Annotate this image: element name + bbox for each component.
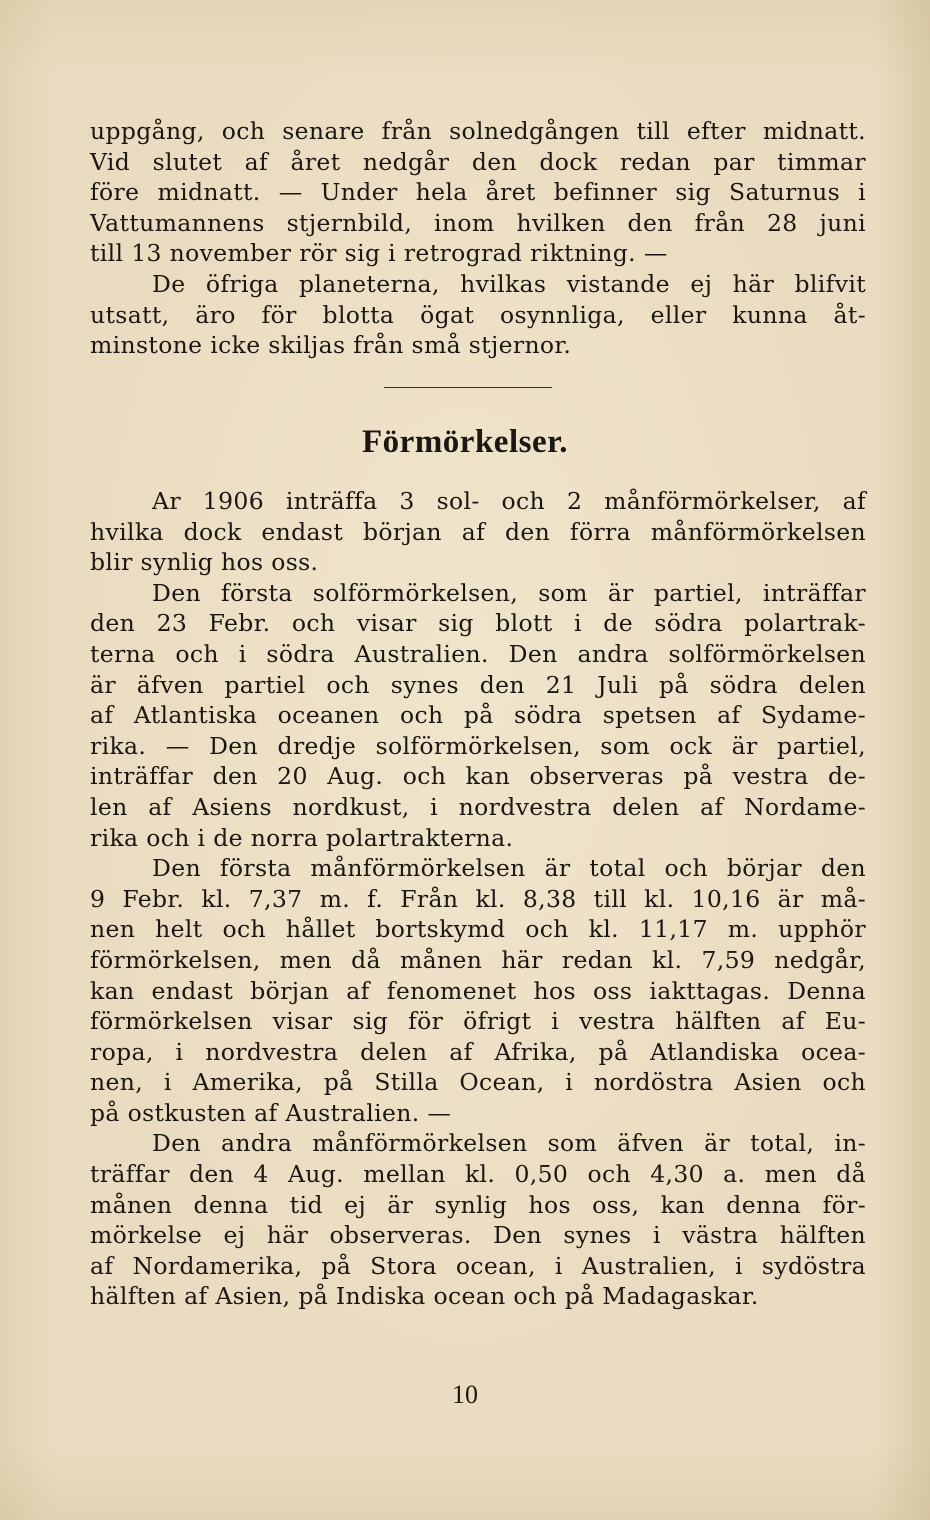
- text-line: träffar den 4 Aug. mellan kl. 0,50 och 4,30 a. men då: [90, 1160, 866, 1189]
- text-line: nen, i Amerika, på Stilla Ocean, i nordöstra Asien och: [90, 1068, 866, 1097]
- text-line: Vattumannens stjernbild, inom hvilken den från 28 juni: [90, 208, 866, 237]
- text-line: den 23 Febr. och visar sig blott i de södra polartrak-: [90, 609, 866, 638]
- text-line: ropa, i nordvestra delen af Afrika, på Atlandiska ocea-: [90, 1037, 866, 1066]
- section-divider: [384, 387, 552, 388]
- text-line: Den första solförmörkelsen, som är partiel, inträffar: [152, 578, 866, 607]
- text-line: rika och i de norra polartrakterna.: [90, 823, 514, 852]
- text-line: uppgång, och senare från solnedgången till efter midnatt.: [90, 117, 866, 145]
- text-line: rika. — Den dredje solförmörkelsen, som ock är partiel,: [90, 731, 866, 760]
- text-line: hvilka dock endast början af den förra månförmörkelsen: [90, 517, 866, 546]
- text-line: minstone icke skiljas från små stjernor.: [90, 331, 572, 360]
- text-line: 9 Febr. kl. 7,37 m. f. Från kl. 8,38 till kl. 10,16 är må-: [90, 884, 866, 913]
- text-line: inträffar den 20 Aug. och kan observeras på vestra de-: [90, 762, 866, 791]
- eclipse-section-body: [90, 486, 866, 1312]
- text-line: till 13 november rör sig i retrograd riktning. —: [90, 239, 668, 268]
- text-line: månen denna tid ej är synlig hos oss, kan denna för-: [90, 1190, 866, 1219]
- text-line: utsatt, äro för blotta ögat osynnliga, eller kunna åt-: [90, 300, 866, 329]
- text-line: Vid slutet af året nedgår den dock redan par timmar: [90, 147, 866, 176]
- text-line: Ar 1906 inträffa 3 sol- och 2 månförmörkelser, af: [152, 487, 866, 515]
- text-line: Den andra månförmörkelsen som äfven är total, in-: [152, 1129, 866, 1158]
- text-line: mörkelse ej här observeras. Den synes i västra hälften: [90, 1221, 866, 1250]
- text-line: före midnatt. — Under hela året befinner sig Saturnus i: [90, 178, 866, 207]
- text-line: terna och i södra Australien. Den andra solförmörkelsen: [90, 639, 866, 668]
- text-line: är äfven partiel och synes den 21 Juli på södra delen: [90, 670, 866, 699]
- text-line: len af Asiens nordkust, i nordvestra delen af Nordame-: [90, 792, 866, 821]
- text-line: förmörkelsen visar sig för öfrigt i vestra hälften af Eu-: [90, 1007, 866, 1036]
- intro-paragraph: [90, 116, 866, 361]
- text-line: kan endast början af fenomenet hos oss iakttagas. Denna: [90, 976, 866, 1005]
- section-heading: Förmörkelser.: [362, 424, 568, 460]
- text-line: blir synlig hos oss.: [90, 548, 319, 577]
- text-line: Den första månförmörkelsen är total och börjar den: [152, 854, 866, 883]
- page-number: 10: [452, 1380, 478, 1409]
- text-line: på ostkusten af Australien. —: [90, 1098, 452, 1127]
- text-line: af Atlantiska oceanen och på södra spetsen af Sydame-: [90, 701, 866, 730]
- text-line: hälften af Asien, på Indiska ocean och på Madagaskar.: [90, 1282, 759, 1311]
- text-line: af Nordamerika, på Stora ocean, i Australien, i sydöstra: [90, 1251, 866, 1280]
- text-line: nen helt och hållet bortskymd och kl. 11,17 m. upphör: [90, 915, 866, 944]
- text-line: De öfriga planeterna, hvilkas vistande ej här blifvit: [152, 269, 866, 298]
- text-line: förmörkelsen, men då månen här redan kl. 7,59 nedgår,: [90, 945, 866, 974]
